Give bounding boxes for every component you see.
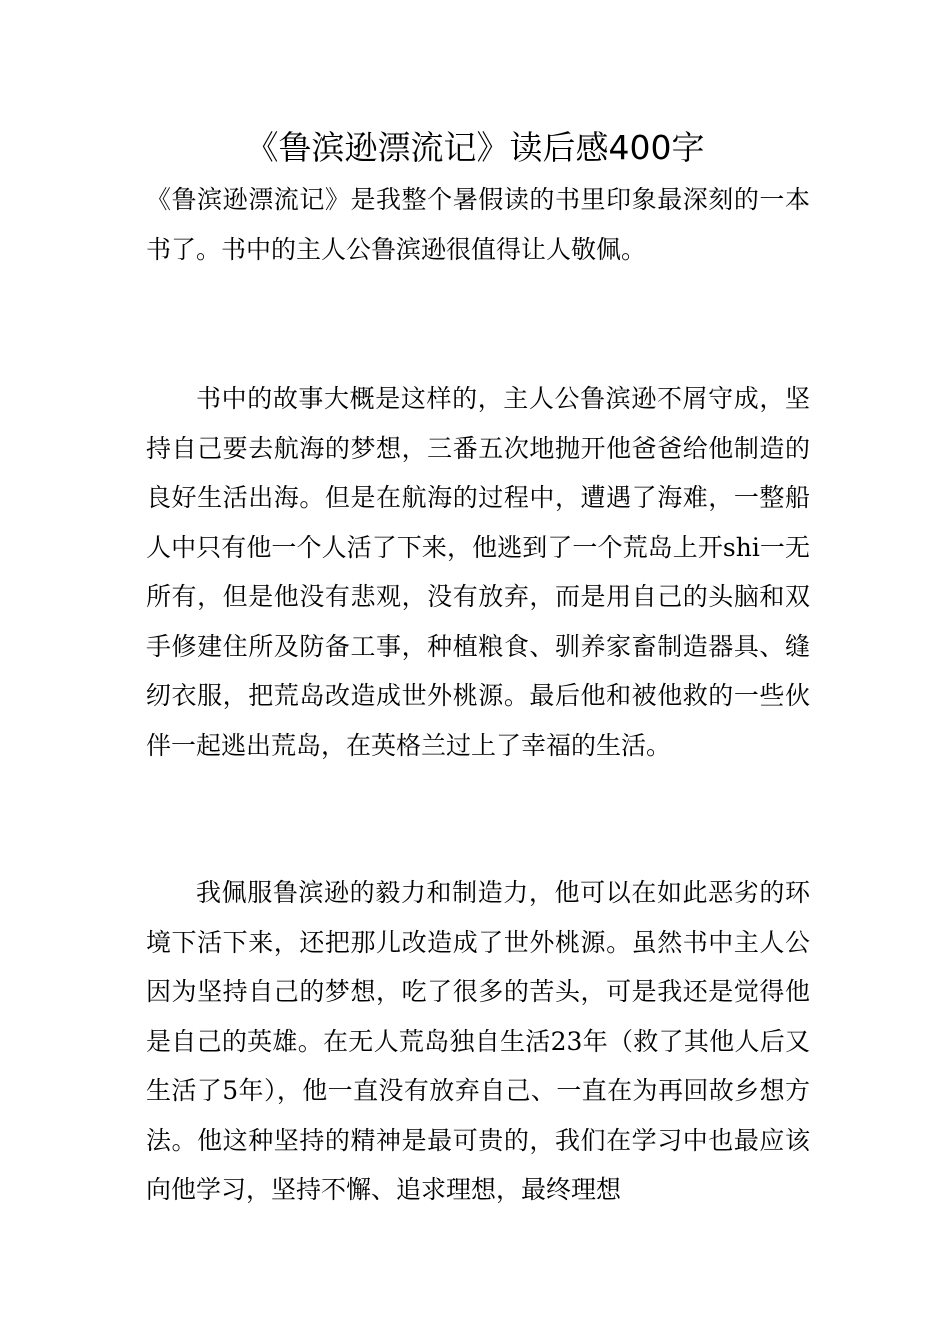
paragraph-reflection: 我佩服鲁滨逊的毅力和制造力，他可以在如此恶劣的环境下活下来，还把那儿改造成了世外桃源。虽然书中主人公因为坚持自己的梦想，吃了很多的苦头，可是我还是觉得他是自己的英雄。在无人荒岛独自生活23年（救了其他人后又生活了5年），他一直没有放弃自己、一直在为再回故乡想方法。他这种坚持的精神是最可贵的，我们在学习中也最应该向他学习，坚持不懈、追求理想，最终理想 bbox=[146, 878, 810, 1204]
document-title: 《鲁滨逊漂流记》读后感400字 bbox=[245, 128, 705, 167]
paragraph-story: 书中的故事大概是这样的，主人公鲁滨逊不屑守成，坚持自己要去航海的梦想，三番五次地抛开他爸爸给他制造的良好生活出海。但是在航海的过程中，遭遇了海难，一整船人中只有他一个人活了下来，他逃到了一个荒岛上开shi一无所有，但是他没有悲观，没有放弃，而是用自己的头脑和双手修建住所及防备工事，种植粮食、驯养家畜制造器具、缝纫衣服，把荒岛改造成世外桃源。最后他和被他救的一些伙伴一起逃出荒岛，在英格兰过上了幸福的生活。 bbox=[146, 384, 810, 760]
paragraph-intro: 《鲁滨逊漂流记》是我整个暑假读的书里印象最深刻的一本书了。书中的主人公鲁滨逊很值得让人敬佩。 bbox=[146, 185, 810, 264]
